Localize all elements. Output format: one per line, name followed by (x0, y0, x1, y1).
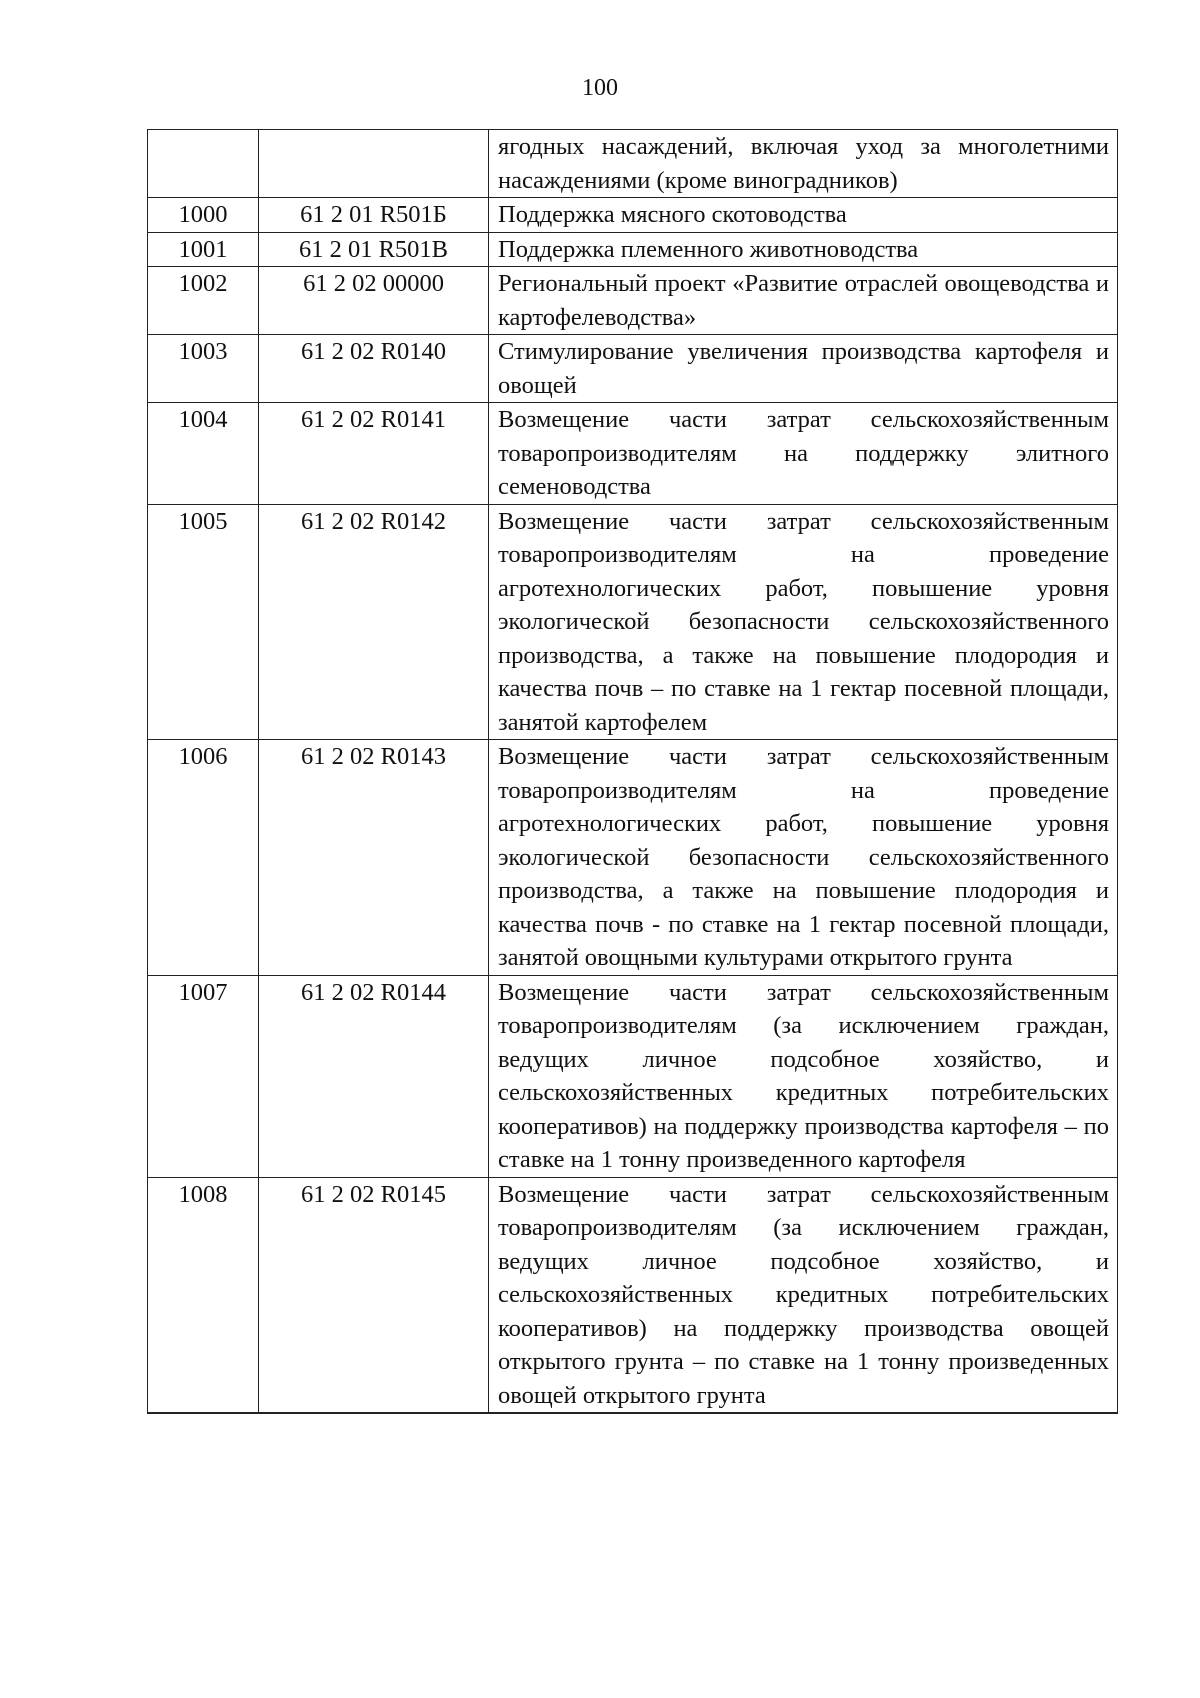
table-body (148, 130, 1118, 1414)
table-row (148, 504, 1118, 740)
table-row (148, 267, 1118, 335)
row-description: Поддержка племенного животноводства (489, 232, 1118, 267)
table-row (148, 1413, 1118, 1414)
row-number: 1002 (148, 267, 259, 335)
row-description: Поддержка мясного скотоводства (489, 198, 1118, 233)
table-row (148, 130, 1118, 198)
row-number: 1001 (148, 232, 259, 267)
row-code: 61 2 02 R0142 (259, 504, 489, 740)
row-number: 1000 (148, 198, 259, 233)
table-row (148, 232, 1118, 267)
table-row (148, 975, 1118, 1177)
row-code (259, 130, 489, 198)
table-row (148, 198, 1118, 233)
row-description: Возмещение части затрат сельскохозяйственным товаропроизводителям (за исключением граждан, ведущих личное подсобное хозяйство, и сельскохозяйственных кредитных потребительских кооперативов) на поддержку производства овощей открытого грунта – по ставке на 1 тонну произведенных овощей открытого грунта (489, 1177, 1118, 1413)
row-description: Возмещение части затрат сельскохозяйственным товаропроизводителям на проведение агротехнологических работ, повышение уровня экологической безопасности сельскохозяйственного производства, а также на повышение плодородия и качества почв - по ставке на 1 гектар посевной площади, занятой овощными культурами открытого грунта (489, 740, 1118, 976)
row-number: 1007 (148, 975, 259, 1177)
row-number: 1006 (148, 740, 259, 976)
row-code (259, 1413, 489, 1414)
row-description: Возмещение части затрат сельскохозяйственным товаропроизводителям на поддержку элитного семеноводства (489, 403, 1118, 505)
row-description: Стимулирование увеличения производства картофеля и овощей (489, 335, 1118, 403)
row-description (489, 1413, 1118, 1414)
table-row (148, 403, 1118, 505)
row-code: 61 2 02 R0145 (259, 1177, 489, 1413)
table-row (148, 1177, 1118, 1413)
row-code: 61 2 02 R0143 (259, 740, 489, 976)
row-description: Возмещение части затрат сельскохозяйственным товаропроизводителям на проведение агротехнологических работ, повышение уровня экологической безопасности сельскохозяйственного производства, а также на повышение плодородия и качества почв – по ставке на 1 гектар посевной площади, занятой картофелем (489, 504, 1118, 740)
row-code: 61 2 01 R501Б (259, 198, 489, 233)
row-code: 61 2 02 R0140 (259, 335, 489, 403)
row-description: ягодных насаждений, включая уход за многолетними насаждениями (кроме виноградников) (489, 130, 1118, 198)
row-description: Региональный проект «Развитие отраслей овощеводства и картофелеводства» (489, 267, 1118, 335)
row-number: 1005 (148, 504, 259, 740)
row-number (148, 130, 259, 198)
row-code: 61 2 02 R0141 (259, 403, 489, 505)
row-code: 61 2 02 00000 (259, 267, 489, 335)
row-code: 61 2 01 R501В (259, 232, 489, 267)
page-number: 100 (582, 75, 618, 101)
row-number (148, 1413, 259, 1414)
budget-table (147, 129, 1118, 1414)
row-description: Возмещение части затрат сельскохозяйственным товаропроизводителям (за исключением граждан, ведущих личное подсобное хозяйство, и сельскохозяйственных кредитных потребительских кооперативов) на поддержку производства картофеля – по ставке на 1 тонну произведенного картофеля (489, 975, 1118, 1177)
row-number: 1004 (148, 403, 259, 505)
table-row (148, 740, 1118, 976)
row-number: 1003 (148, 335, 259, 403)
table-row (148, 335, 1118, 403)
row-code: 61 2 02 R0144 (259, 975, 489, 1177)
row-number: 1008 (148, 1177, 259, 1413)
